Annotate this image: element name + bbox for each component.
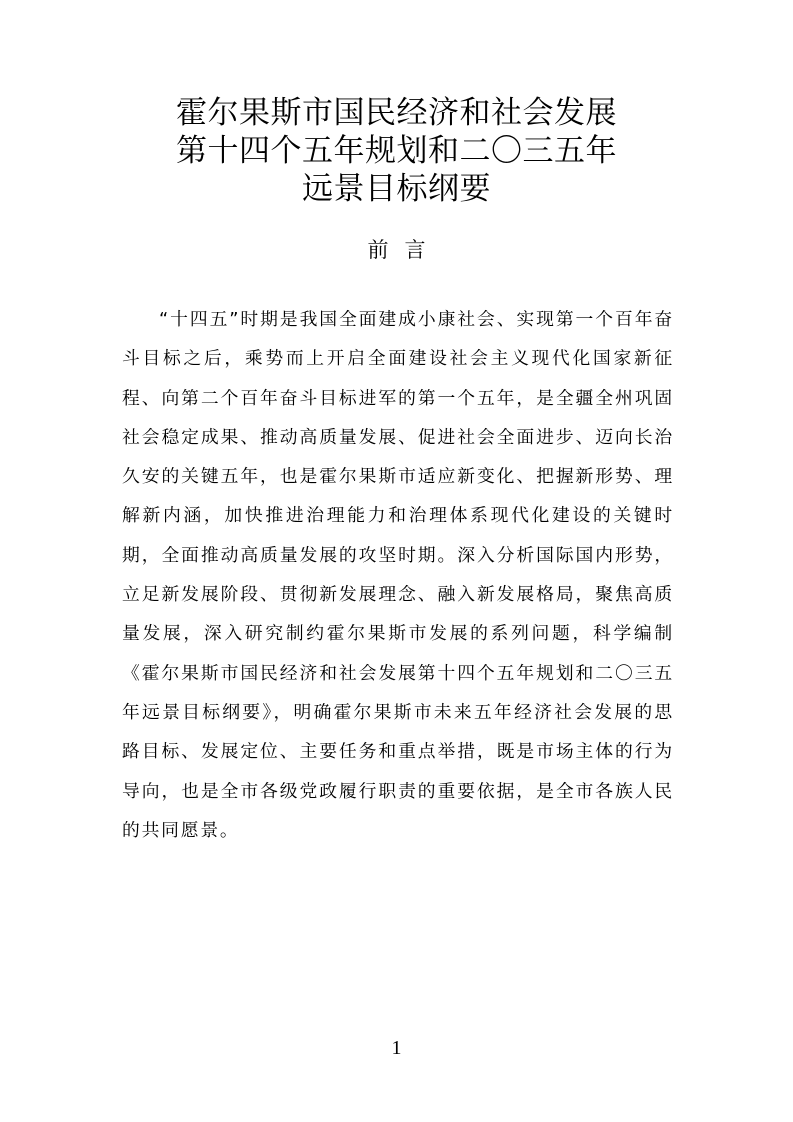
- page-number: 1: [391, 1037, 402, 1059]
- title-line-1: 霍尔果斯市国民经济和社会发展: [176, 95, 617, 131]
- document-title: [0, 94, 793, 208]
- title-line-2: 第十四个五年规划和二〇三五年: [176, 133, 617, 169]
- title-line-3: 远景目标纲要: [302, 171, 491, 207]
- preface-paragraph: “十四五”时期是我国全面建成小康社会、实现第一个百年奋斗目标之后，乘势而上开启全面建设社会主义现代化国家新征程、向第二个百年奋斗目标进军的第一个五年，是全疆全州巩固社会稳定成果、推动高质量发展、促进社会全面进步、迈向长治久安的关键五年，也是霍尔果斯市适应新变化、把握新形势、理解新内涵，加快推进治理能力和治理体系现代化建设的关键时期，全面推动高质量发展的攻坚时期。深入分析国际国内形势，立足新发展阶段、贯彻新发展理念、融入新发展格局，聚焦高质量发展，深入研究制约霍尔果斯市发展的系列问题，科学编制《霍尔果斯市国民经济和社会发展第十四个五年规划和二〇三五年远景目标纲要》，明确霍尔果斯市未来五年经济社会发展的思路目标、发展定位、主要任务和重点举措，既是市场主体的行为导向，也是全市各级党政履行职责的重要依据，是全市各族人民的共同愿景。: [122, 309, 674, 841]
- preface-heading-text: 前言: [367, 238, 442, 262]
- preface-heading: [0, 236, 793, 264]
